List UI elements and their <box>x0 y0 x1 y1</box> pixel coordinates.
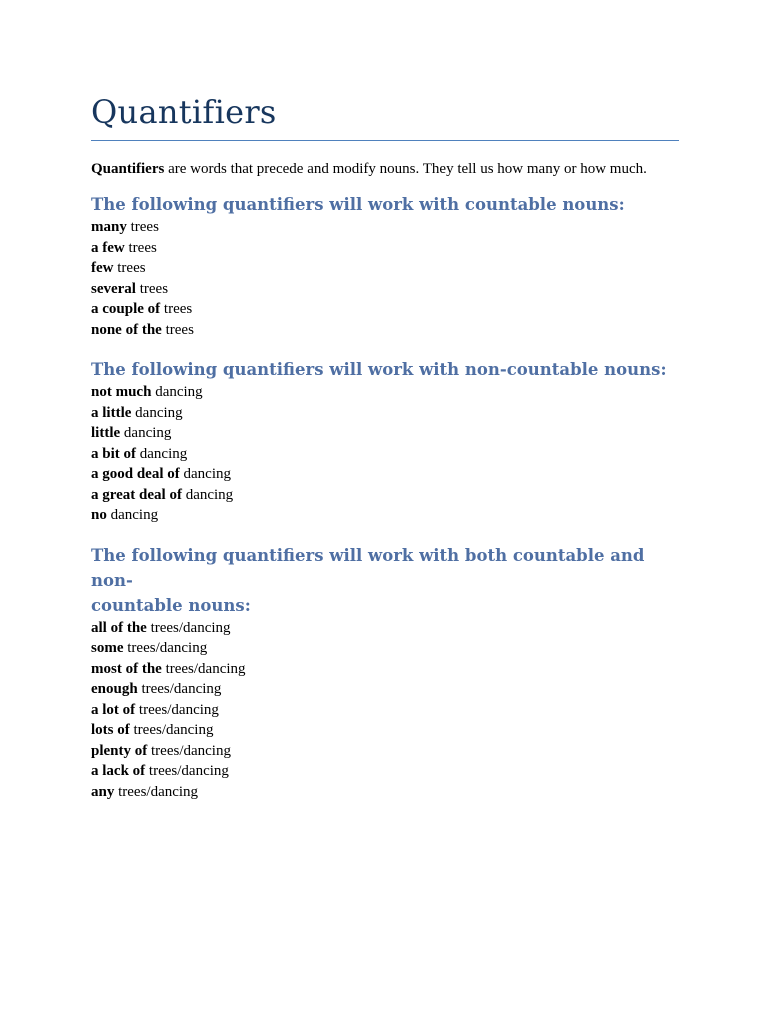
quantifier: a couple of <box>91 301 161 317</box>
quantifier: many <box>91 219 127 235</box>
title-divider <box>91 140 679 141</box>
quantifier: all of the <box>91 619 147 636</box>
quantifier: a great deal of <box>91 486 182 503</box>
noun: trees/dancing <box>145 763 229 779</box>
noun: trees <box>160 301 193 317</box>
noun: trees/dancing <box>146 619 231 636</box>
quantifier: some <box>91 640 124 656</box>
noun: trees/dancing <box>147 742 231 759</box>
quantifier: little <box>91 425 121 441</box>
noun: trees <box>135 280 169 297</box>
noun: trees <box>126 219 159 235</box>
noun: dancing <box>120 425 172 441</box>
quantifier: no <box>91 507 107 523</box>
quantifier: none of the <box>91 321 162 338</box>
quantifier: plenty of <box>91 742 148 759</box>
intro-paragraph <box>91 159 679 179</box>
list-item <box>91 505 679 526</box>
list-item <box>91 382 679 403</box>
document-page <box>91 92 679 802</box>
noun: trees <box>124 239 157 256</box>
noun: dancing <box>179 466 231 482</box>
noun: trees/dancing <box>123 640 208 656</box>
noun: dancing <box>136 445 188 462</box>
noun: dancing <box>151 384 203 400</box>
noun: trees/dancing <box>129 722 214 738</box>
quantifier: not much <box>91 384 152 400</box>
list-item <box>91 700 679 721</box>
list-item <box>91 618 679 639</box>
list-item <box>91 320 679 341</box>
quantifier: a bit of <box>91 445 136 462</box>
list-non-countable <box>91 382 679 526</box>
list-item <box>91 659 679 680</box>
list-item <box>91 679 679 700</box>
section-heading-countable: The following quantifiers will work with countable nouns: <box>91 195 625 214</box>
list-item <box>91 638 679 659</box>
list-item <box>91 444 679 465</box>
noun: dancing <box>181 486 234 503</box>
quantifier: a good deal of <box>91 466 180 482</box>
list-item <box>91 279 679 300</box>
quantifier: any <box>91 783 115 800</box>
section-heading-both-line2: countable nouns: <box>91 595 251 615</box>
noun: trees <box>113 260 146 276</box>
quantifier: a lack of <box>91 763 146 779</box>
section-heading-both-line1: The following quantifiers will work with both countable and non- <box>91 545 645 590</box>
list-item <box>91 741 679 762</box>
noun: trees/dancing <box>135 701 219 718</box>
list-item <box>91 217 679 238</box>
list-item <box>91 403 679 424</box>
list-both <box>91 618 679 803</box>
quantifier: several <box>91 280 136 297</box>
list-item <box>91 720 679 741</box>
noun: dancing <box>106 507 159 523</box>
noun: dancing <box>131 404 183 421</box>
quantifier: enough <box>91 681 138 697</box>
quantifier: lots of <box>91 722 130 738</box>
list-item <box>91 423 679 444</box>
list-countable <box>91 217 679 340</box>
list-item <box>91 761 679 782</box>
list-item <box>91 238 679 259</box>
quantifier: a little <box>91 404 132 421</box>
noun: trees/dancing <box>137 681 222 697</box>
list-item <box>91 464 679 485</box>
noun: trees/dancing <box>114 783 199 800</box>
quantifier: a lot of <box>91 701 136 718</box>
section-heading-both <box>91 543 679 618</box>
section-heading-non-countable: The following quantifiers will work with non-countable nouns: <box>91 360 667 379</box>
page-title: Quantifiers <box>91 93 277 131</box>
quantifier: few <box>91 260 114 276</box>
intro-text: are words that precede and modify nouns. They tell us how many or how much. <box>164 161 647 177</box>
quantifier: a few <box>91 239 125 256</box>
list-item <box>91 299 679 320</box>
quantifier: most of the <box>91 660 162 677</box>
list-item <box>91 782 679 803</box>
intro-term: Quantifiers <box>91 161 165 177</box>
list-item <box>91 485 679 506</box>
list-item <box>91 258 679 279</box>
noun: trees <box>161 321 194 338</box>
noun: trees/dancing <box>161 660 246 677</box>
